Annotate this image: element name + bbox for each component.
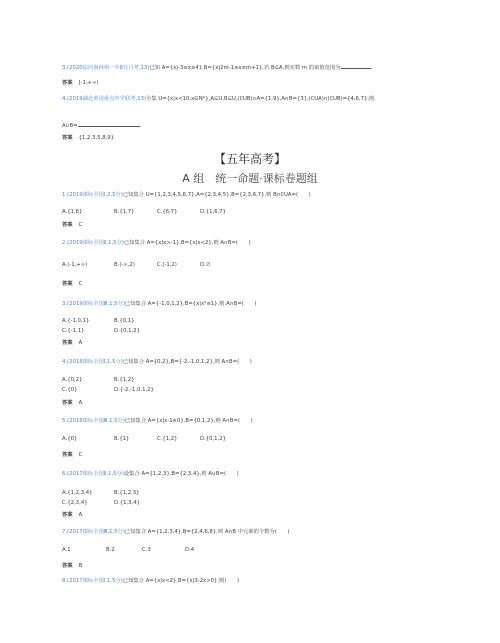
question-source: 1.(2019课标全国Ⅰ,2,5分): [62, 192, 123, 198]
option-a: A.(-1,+∞): [62, 262, 88, 268]
answer-7: 答案 B: [62, 563, 83, 569]
question-text: A∪B=: [62, 123, 78, 129]
answer-blank: [78, 121, 140, 127]
question-text: 已知集合 U={1,2,3,4,5,6,7},A={2,3,4,5},B={2,3,6,7},则 B∩∁UA=( ): [122, 192, 311, 198]
question-1: [62, 192, 311, 199]
question-text: 已知集合 A={1,2,3,4},B={2,4,6,8},则 A∩B 中元素的个数为( ): [124, 529, 290, 535]
answer-3: 答案 A: [62, 340, 83, 346]
option-a: A.1: [62, 547, 71, 553]
answer-text: [-1,+∞): [78, 80, 99, 86]
question-source: 4.(2019湖北黄冈重点中学联考,13): [62, 96, 147, 102]
question-4-pre-continued: A∪B= .: [62, 123, 142, 129]
option-d: D.{-2,-1,0,1,2}: [114, 387, 154, 393]
question-source: 5.(2018课标全国Ⅲ,1,5分): [62, 418, 125, 424]
question-text: 已知集合 A={-1,0,1,2},B={x|x²≤1},则 A∩B=( ): [124, 301, 257, 307]
question-3: [62, 301, 256, 308]
option-a: A.{0}: [62, 436, 78, 442]
option-d: D.∅: [200, 262, 211, 268]
question-text: 设集合 A={1,2,3},B={2,3,4},则 A∪B=( ): [123, 471, 239, 477]
question-source: 4.(2018课标全国Ⅰ,1,5分): [62, 359, 123, 365]
question-text: 已知集合 A={x|x>-1},B={x|x<2},则 A∩B=( ): [123, 240, 251, 246]
question-text: 已知集合 A={0,2},B={-2,-1,0,1,2},则 A∩B=( ): [122, 359, 252, 365]
option-c: C.{-1,1}: [62, 328, 85, 334]
group-title: A 组 统一命题·课标卷题组: [182, 172, 318, 185]
answer-2: 答案 C: [62, 281, 83, 287]
question-source: 8.(2017课标全国Ⅰ,1,5分): [62, 578, 123, 584]
answer-text: {1,2,3,5,8,9}: [78, 135, 114, 141]
option-b: B.2: [106, 547, 115, 553]
option-d: D.{1,6,7}: [200, 209, 226, 215]
question-7: [62, 529, 289, 536]
answer-5: 答案 C: [62, 452, 83, 458]
option-b: B.{1,2,3}: [114, 490, 140, 496]
question-text: 已知集合 A={x|x<2},B={x|3-2x>0},则( ): [122, 578, 240, 584]
answer-3-pre: [62, 80, 99, 87]
question-5: [62, 418, 253, 425]
question-source: 2.(2019课标全国Ⅱ,1,5分): [62, 240, 124, 246]
option-d: D.4: [185, 547, 195, 553]
answer-blank: [341, 63, 371, 69]
option-b: B.{1,7}: [114, 209, 135, 215]
question-3-pre: 3.(2020届河南林州一中8月月考,13)已知 A={x|-3≤x≤4},B={x|2m-1≤x≤m+1},若 B⊆A,则实数 m 的取值范围为 .: [62, 65, 373, 71]
option-b: B.{1,2}: [114, 377, 135, 383]
answer-label: 答案: [62, 80, 73, 86]
option-a: A.{-1,0,1}: [62, 318, 90, 324]
question-text: 已知 A={x|-3≤x≤4},B={x|2m-1≤x≤m+1},若 B⊆A,则实数 m 的取值范围为: [149, 65, 341, 71]
option-d: D.{0,1,2}: [200, 436, 226, 442]
question-source: 6.(2017课标全国Ⅱ,1,5分): [62, 471, 124, 477]
section-title: 【五年高考】: [213, 152, 286, 166]
option-c: C.{2,3,4}: [62, 500, 88, 506]
option-b: B.{1}: [114, 436, 130, 442]
option-a: A.{0,2}: [62, 377, 83, 383]
question-source: 7.(2017课标全国Ⅲ,1,5分): [62, 529, 125, 535]
option-d: D.{1,3,4}: [114, 500, 140, 506]
answer-label: 答案: [62, 135, 73, 141]
option-b: B.{0,1}: [114, 318, 135, 324]
question-source: 3.(2020届河南林州一中8月月考,13): [62, 65, 150, 71]
question-2: [62, 240, 251, 247]
question-8: [62, 578, 239, 585]
question-6: [62, 471, 239, 478]
question-4: [62, 359, 252, 366]
question-text: 已知集合 A={x|x-1≥0},B={0,1,2},则 A∩B=( ): [124, 418, 253, 424]
option-a: A.{1,6}: [62, 209, 83, 215]
question-4-pre: [62, 96, 374, 103]
answer-1: 答案 C: [62, 222, 83, 228]
option-c: C.(-1,2): [157, 262, 177, 268]
option-c: C.{1,2}: [157, 436, 178, 442]
question-source: 3.(2019课标全国Ⅲ,1,5分): [62, 301, 125, 307]
option-c: C.3: [142, 547, 151, 553]
option-c: C.{0}: [62, 387, 78, 393]
answer-4-pre: [62, 135, 114, 142]
option-a: A.{1,2,3,4}: [62, 490, 93, 496]
option-b: B.(-∞,2): [114, 262, 135, 268]
option-c: C.{6,7}: [157, 209, 178, 215]
answer-4: 答案 A: [62, 400, 83, 406]
answer-6: 答案 A: [62, 512, 83, 518]
question-text: 全集 U={x|x<10,x∈N*},A⊆U,B⊆U,(∁UB)∩A={1,9},A∩B={3},(∁UA)∩(∁UB)={4,6,7},则: [146, 96, 375, 102]
option-d: D.{0,1,2}: [114, 328, 140, 334]
